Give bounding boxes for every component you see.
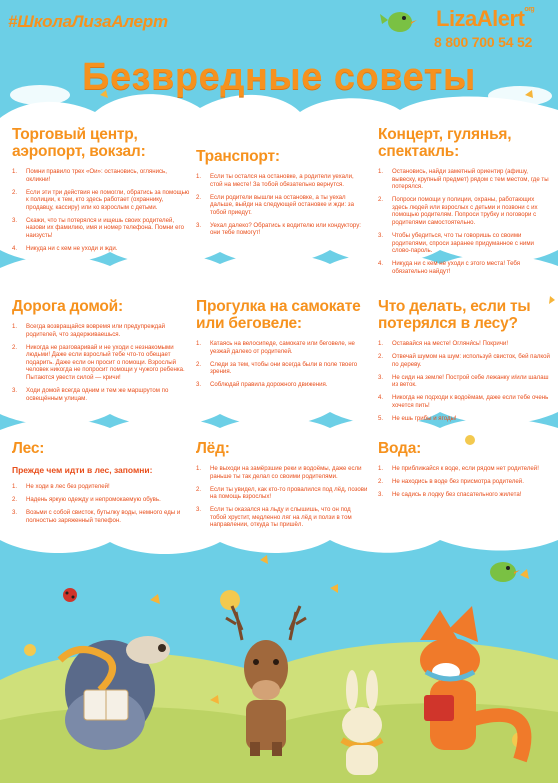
list-item: 3. Не садись в лодку без спасательного жилета! [378, 490, 522, 498]
section-title: Что делать, если ты потерялся в лесу? [378, 298, 531, 332]
list-item: 2. Следи за тем, чтобы они всегда были в поле твоего зрения. [196, 360, 358, 376]
tips-list [12, 483, 190, 524]
list-item: 1. Оставайся на месте! Огляни́сь! Покричи! [378, 340, 509, 347]
list-item: 2. Если эти три действия не помогли, обратись за помощью к полиции, к тем, кто здесь работает (охраннику, продавцу, кассиру) или ко взрослым с детьми. [12, 188, 190, 211]
logo-suffix: org [524, 6, 535, 13]
tips-list [12, 323, 190, 402]
list-item: 3. Ходи домой всегда одним и тем же маршрутом по освещённым улицам. [12, 386, 169, 402]
tips-list [12, 168, 190, 253]
section-mall [12, 126, 190, 258]
section-title: Лёд: [196, 440, 230, 457]
list-item: 1. Помни правило трех «Ои»: остановись, оглянись, окликни! [12, 168, 167, 183]
section-concert [378, 126, 550, 281]
tips-list [196, 465, 368, 529]
section-ice [196, 440, 368, 534]
hotline-phone: 8 800 700 54 52 [434, 34, 533, 50]
section-title: Прогулка на самокате или беговеле: [196, 298, 361, 332]
list-item: 2. Отвечай шумом на шум: используй свисток, бей палкой по дереву. [378, 352, 550, 368]
list-item: 3. Возьми с собой свисток, бутылку воды, немного еды и полностью заряженный телефон. [12, 508, 181, 524]
section-title: Торговый центр, аэропорт, вокзал: [12, 126, 146, 160]
list-item: 2. Надень яркую одежду и непромокаемую обувь. [12, 495, 161, 503]
section-water [378, 440, 550, 504]
section-title: Дорога домой: [12, 298, 123, 315]
section-lost-in-forest [378, 298, 550, 428]
list-item: 3. Если ты оказался на льду и слышишь, что он под тобой хрустит, медленно ляг на лёд и ползи в том направлении, откуда ты пришёл. [196, 506, 352, 529]
list-item: 4. Никогда не подходи к водоёмам, даже если тебе очень хочется пить! [378, 394, 549, 409]
list-item: 2. Никогда не разговаривай и не уходи с незнакомыми людьми! Даже если взрослый тебе что-то обещает подарить. Даже если он просит о помощи. Взрослый человек никогда не попросит помощи у чужого ребенка. Пытаются увести силой — кричи! [12, 343, 185, 381]
section-title: Лес: [12, 440, 45, 457]
list-item: 1. Остановись, найди заметный ориентир (афишу, вывеску, крупный предмет) рядом с тем местом, где ты потерялся. [378, 168, 549, 191]
list-item: 1. Катаясь на велосипеде, самокате или беговеле, не уезжай далеко от родителей. [196, 340, 355, 355]
section-way-home [12, 298, 190, 408]
list-item: 1. Не приближайся к воде, если рядом нет родителей! [378, 465, 539, 472]
list-item: 4. Никуда ни с кем не уходи с этого места! Тебя обязательно найдут! [378, 260, 521, 275]
list-item: 3. Не сиди на земле! Построй себе лежанку и/или шалаш из веток. [378, 373, 549, 389]
section-transport [196, 148, 366, 242]
list-item: 3. Уехал далеко? Обратись к водителю или кондуктору: они тебе помогут! [196, 221, 361, 237]
list-item: 1. Не выходи на замёрзшие реки и водоёмы, даже если раньше ты так делал со своими родителями. [196, 465, 362, 480]
section-scooter [196, 298, 368, 394]
list-item: 3. Соблюдай правила дорожного движения. [196, 381, 328, 389]
page-title: Безвредные советы [82, 56, 476, 98]
list-item: 1. Если ты остался на остановке, а родители уехали, стой на месте! За тобой обязательно вернутся. [196, 173, 354, 188]
section-subtitle: Прежде чем идти в лес, запомни: [12, 465, 153, 475]
lizaalert-logo [436, 6, 534, 32]
section-title: Вода: [378, 440, 422, 457]
tips-list [378, 465, 550, 499]
logo-text: LizaAlert [436, 6, 525, 31]
list-item: 2. Если родители вышли на остановке, а ты уехал дальше, выйди на следующей остановке и жди: за тобой приедут. [196, 193, 354, 216]
tips-list [196, 340, 368, 389]
list-item: 2. Попроси помощи у полиции, охраны, работающих здесь людей или взрослых с детьми и позвони с их помощью родителям. Попроси трубку и поговори с родителями самостоятельно. [378, 196, 538, 226]
list-item: 1. Всегда возвращайся вовремя или предупреждай родителей, что задерживаешься. [12, 323, 166, 338]
list-item: 2. Не находись в воде без присмотра родителей. [378, 477, 524, 485]
tips-list [378, 340, 550, 422]
section-title: Концерт, гулянья, спектакль: [378, 126, 512, 160]
section-forest [12, 440, 190, 530]
list-item: 1. Не ходи в лес без родителей! [12, 483, 110, 490]
list-item: 5. Не ешь грибы и ягоды! [378, 414, 457, 422]
list-item: 4. Никуда ни с кем не уходи и жди. [12, 244, 118, 252]
list-item: 2. Если ты увидел, как кто-то провалился под лёд, позови на помощь взрослых! [196, 485, 368, 501]
hashtag-label: #ШколаЛизаАлерт [8, 12, 168, 31]
tips-list [196, 173, 366, 237]
list-item: 3. Скажи, что ты потерялся и ищешь своих родителей, назови их фамилию, имя и номер телефона. Помни его наизусть! [12, 216, 184, 239]
section-title: Транспорт: [196, 148, 280, 165]
list-item: 3. Чтобы убедиться, что ты говоришь со своими родителями, спроси заранее придуманное с ними слово-пароль. [378, 231, 534, 255]
tips-list [378, 168, 550, 275]
